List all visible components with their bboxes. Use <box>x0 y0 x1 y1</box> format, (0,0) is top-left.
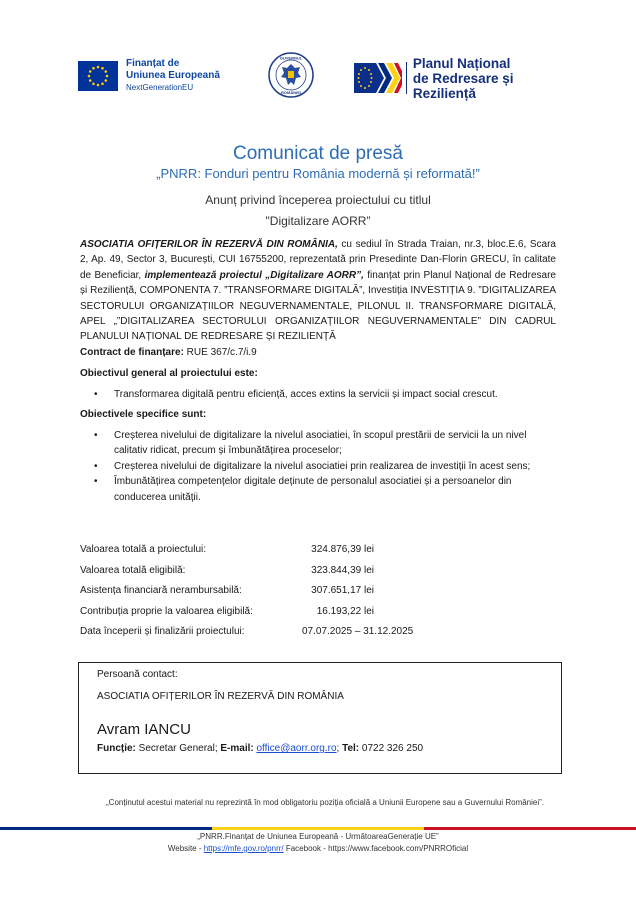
tricolor-red <box>424 827 636 830</box>
page-title: Comunicat de presă <box>232 143 404 164</box>
figure-row <box>80 626 480 647</box>
phone-value: 0722 326 250 <box>359 743 424 754</box>
figure-value: 07.07.2025 – 31.12.2025 <box>302 626 414 637</box>
eu-star-icon <box>106 75 109 78</box>
eu-flag-icon <box>78 61 118 91</box>
eu-star-icon <box>97 66 100 69</box>
figure-row <box>80 544 480 565</box>
page-subtitle: „PNRR: Fonduri pentru România modernă și reformată!” <box>156 166 480 181</box>
email-link[interactable]: office@aorr.org.ro <box>256 743 337 754</box>
contact-label: Persoană contact: <box>97 669 178 680</box>
intro-text-part1: cu sediul în Strada Traian, nr.3, bloc.E.6, Scara 2, Ap. 49, Sector 3, București, CUI 16755200, reprezentată prin Presedinte Dan-Florin GRECU, în calitate de Beneficiar, <box>80 239 556 281</box>
figure-row <box>80 606 480 627</box>
intro-emphasis: implementează proiectul „Digitalizare AORR”, <box>144 269 364 281</box>
function-label: Funcție: <box>97 743 136 754</box>
figure-value: 323.844,39 lei <box>311 564 374 576</box>
eu-star-icon <box>88 75 91 78</box>
footer-links <box>0 844 636 853</box>
figure-value: 16.193,22 lei <box>316 605 374 617</box>
contract-value: RUE 367/c.7/i.9 <box>183 347 257 358</box>
list-item-text: Transformarea digitală pentru eficiență, acces extins la servicii și impact social crescut. <box>114 389 498 400</box>
contact-separator: ; <box>336 743 343 754</box>
eu-star-icon <box>92 67 95 70</box>
footer-slogan: „PNRR.Finanțat de Uniunea Europeană - UrmătoareaGenerație UE” <box>197 832 439 841</box>
pnrr-logo-divider <box>406 62 407 94</box>
email-label: E-mail: <box>220 743 254 754</box>
facebook-text: Facebook - https://www.facebook.com/PNRROficial <box>283 844 469 853</box>
list-item <box>80 459 556 474</box>
intro-paragraph <box>80 237 556 345</box>
pnrr-logo <box>354 55 564 101</box>
organization-name: ASOCIATIA OFIȚERILOR ÎN REZERVĂ DIN ROMÂNIA, <box>80 239 338 250</box>
eu-logo-line1: Finanțat de <box>126 58 180 69</box>
bullet-icon: • <box>94 476 98 488</box>
specific-objectives-heading: Obiectivele specifice sunt: <box>80 409 207 420</box>
website-link[interactable]: https://mfe.gov.ro/pnrr/ <box>203 844 284 853</box>
specific-objectives-list <box>80 428 556 505</box>
eu-star-icon <box>101 82 104 85</box>
eu-logo-line2: Uniunea Europeană <box>126 70 220 81</box>
contact-name: Avram IANCU <box>97 721 191 738</box>
contract-line <box>80 347 257 358</box>
eu-star-icon <box>92 82 95 85</box>
figure-row <box>80 585 480 606</box>
figure-value: 307.651,17 lei <box>311 585 374 596</box>
eu-funding-logo <box>78 58 230 94</box>
figure-label: Asistența financiară nerambursabilă: <box>80 585 242 596</box>
eu-star-icon <box>89 70 92 73</box>
list-item <box>80 428 556 459</box>
function-value: Secretar General; <box>135 743 221 754</box>
website-label: Website - <box>167 844 204 853</box>
list-item <box>80 474 556 505</box>
phone-label: Tel: <box>342 743 360 754</box>
tricolor-blue <box>0 827 212 830</box>
seal-text-bottom: ROMÂNIEI <box>281 90 301 95</box>
list-item-text: Creșterea nivelului de digitalizare la nivelul asociatiei prin realizarea de investiții în acest sens; <box>114 460 531 472</box>
list-item-text: Îmbunătățirea competențelor digitale deținute de personalul asociatiei și a persoanelor din conducerea unității. <box>114 476 512 503</box>
figure-value: 324.876,39 lei <box>311 544 374 555</box>
seal-text-top: GUVERNUL <box>279 55 303 61</box>
eu-star-icon <box>101 67 104 70</box>
figure-label: Data începerii și finalizării proiectului: <box>80 626 245 637</box>
bullet-icon: • <box>94 430 98 441</box>
general-objective-heading: Obiectivul general al proiectului este: <box>80 368 258 379</box>
bullet-icon: • <box>94 460 98 472</box>
project-figures <box>80 544 480 647</box>
contact-organization: ASOCIATIA OFIȚERILOR ÎN REZERVĂ DIN ROMÂNIA <box>97 691 344 702</box>
figure-label: Contribuția proprie la valoarea eligibilă: <box>80 605 253 617</box>
list-item <box>80 387 556 402</box>
figure-label: Valoarea totală a proiectului: <box>80 544 207 555</box>
figure-label: Valoarea totală eligibilă: <box>80 564 186 576</box>
romanian-tricolor-bar <box>0 827 636 830</box>
contract-label: Contract de finanțare: <box>80 347 184 358</box>
tricolor-yellow <box>212 827 424 830</box>
eu-star-icon <box>104 70 107 73</box>
announcement-text: Anunț privind începerea proiectului cu titlul <box>205 193 431 207</box>
pnrr-logo-line2: de Redresare și Reziliență <box>412 70 514 101</box>
romanian-government-seal-icon <box>268 52 314 98</box>
intro-text-part2: finanțat prin Planul Național de Redresare și Reziliență, COMPONENTA 7. ”TRANSFORMARE DIGITALĂ”, Investiția INVESTIȚIA 9. ”DIGITALIZAREA SECTORULUI ORGANIZAȚIILOR NEGUVERNAMENTALE, PILONUL II. TRANSFORMARE DIGITALĂ, APEL „”DIGITALIZAREA SECTORULUI ORGANIZAȚIILOR NEGUVERNAMENTALE” DIN CADRUL PLANULUI NAȚIONAL DE REDRESARE ȘI REZILIENȚĂ <box>80 269 556 343</box>
eu-star-icon <box>89 79 92 82</box>
disclaimer-text: „Conținutul acestui material nu reprezintă în mod obligatoriu poziția oficială a Uniunii Europene sau a Guvernului României”. <box>106 798 545 807</box>
project-title: "Digitalizare AORR” <box>265 214 371 228</box>
eu-logo-line3: NextGenerationEU <box>126 83 194 92</box>
list-item-text: Creșterea nivelului de digitalizare la nivelul asociatiei, în scopul prestării de servicii la un nivel calitativ ridicat, precum și îmbunătățirea proceselor; <box>114 430 527 457</box>
contact-box <box>78 662 562 774</box>
contact-details <box>97 743 423 754</box>
bullet-icon: • <box>94 389 98 400</box>
figure-row <box>80 565 480 586</box>
eu-star-icon <box>104 79 107 82</box>
general-objective-list <box>80 387 556 402</box>
eu-star-icon <box>97 84 100 87</box>
pnrr-flags-icon <box>354 61 402 95</box>
pnrr-logo-line1: Planul Național <box>412 55 511 71</box>
